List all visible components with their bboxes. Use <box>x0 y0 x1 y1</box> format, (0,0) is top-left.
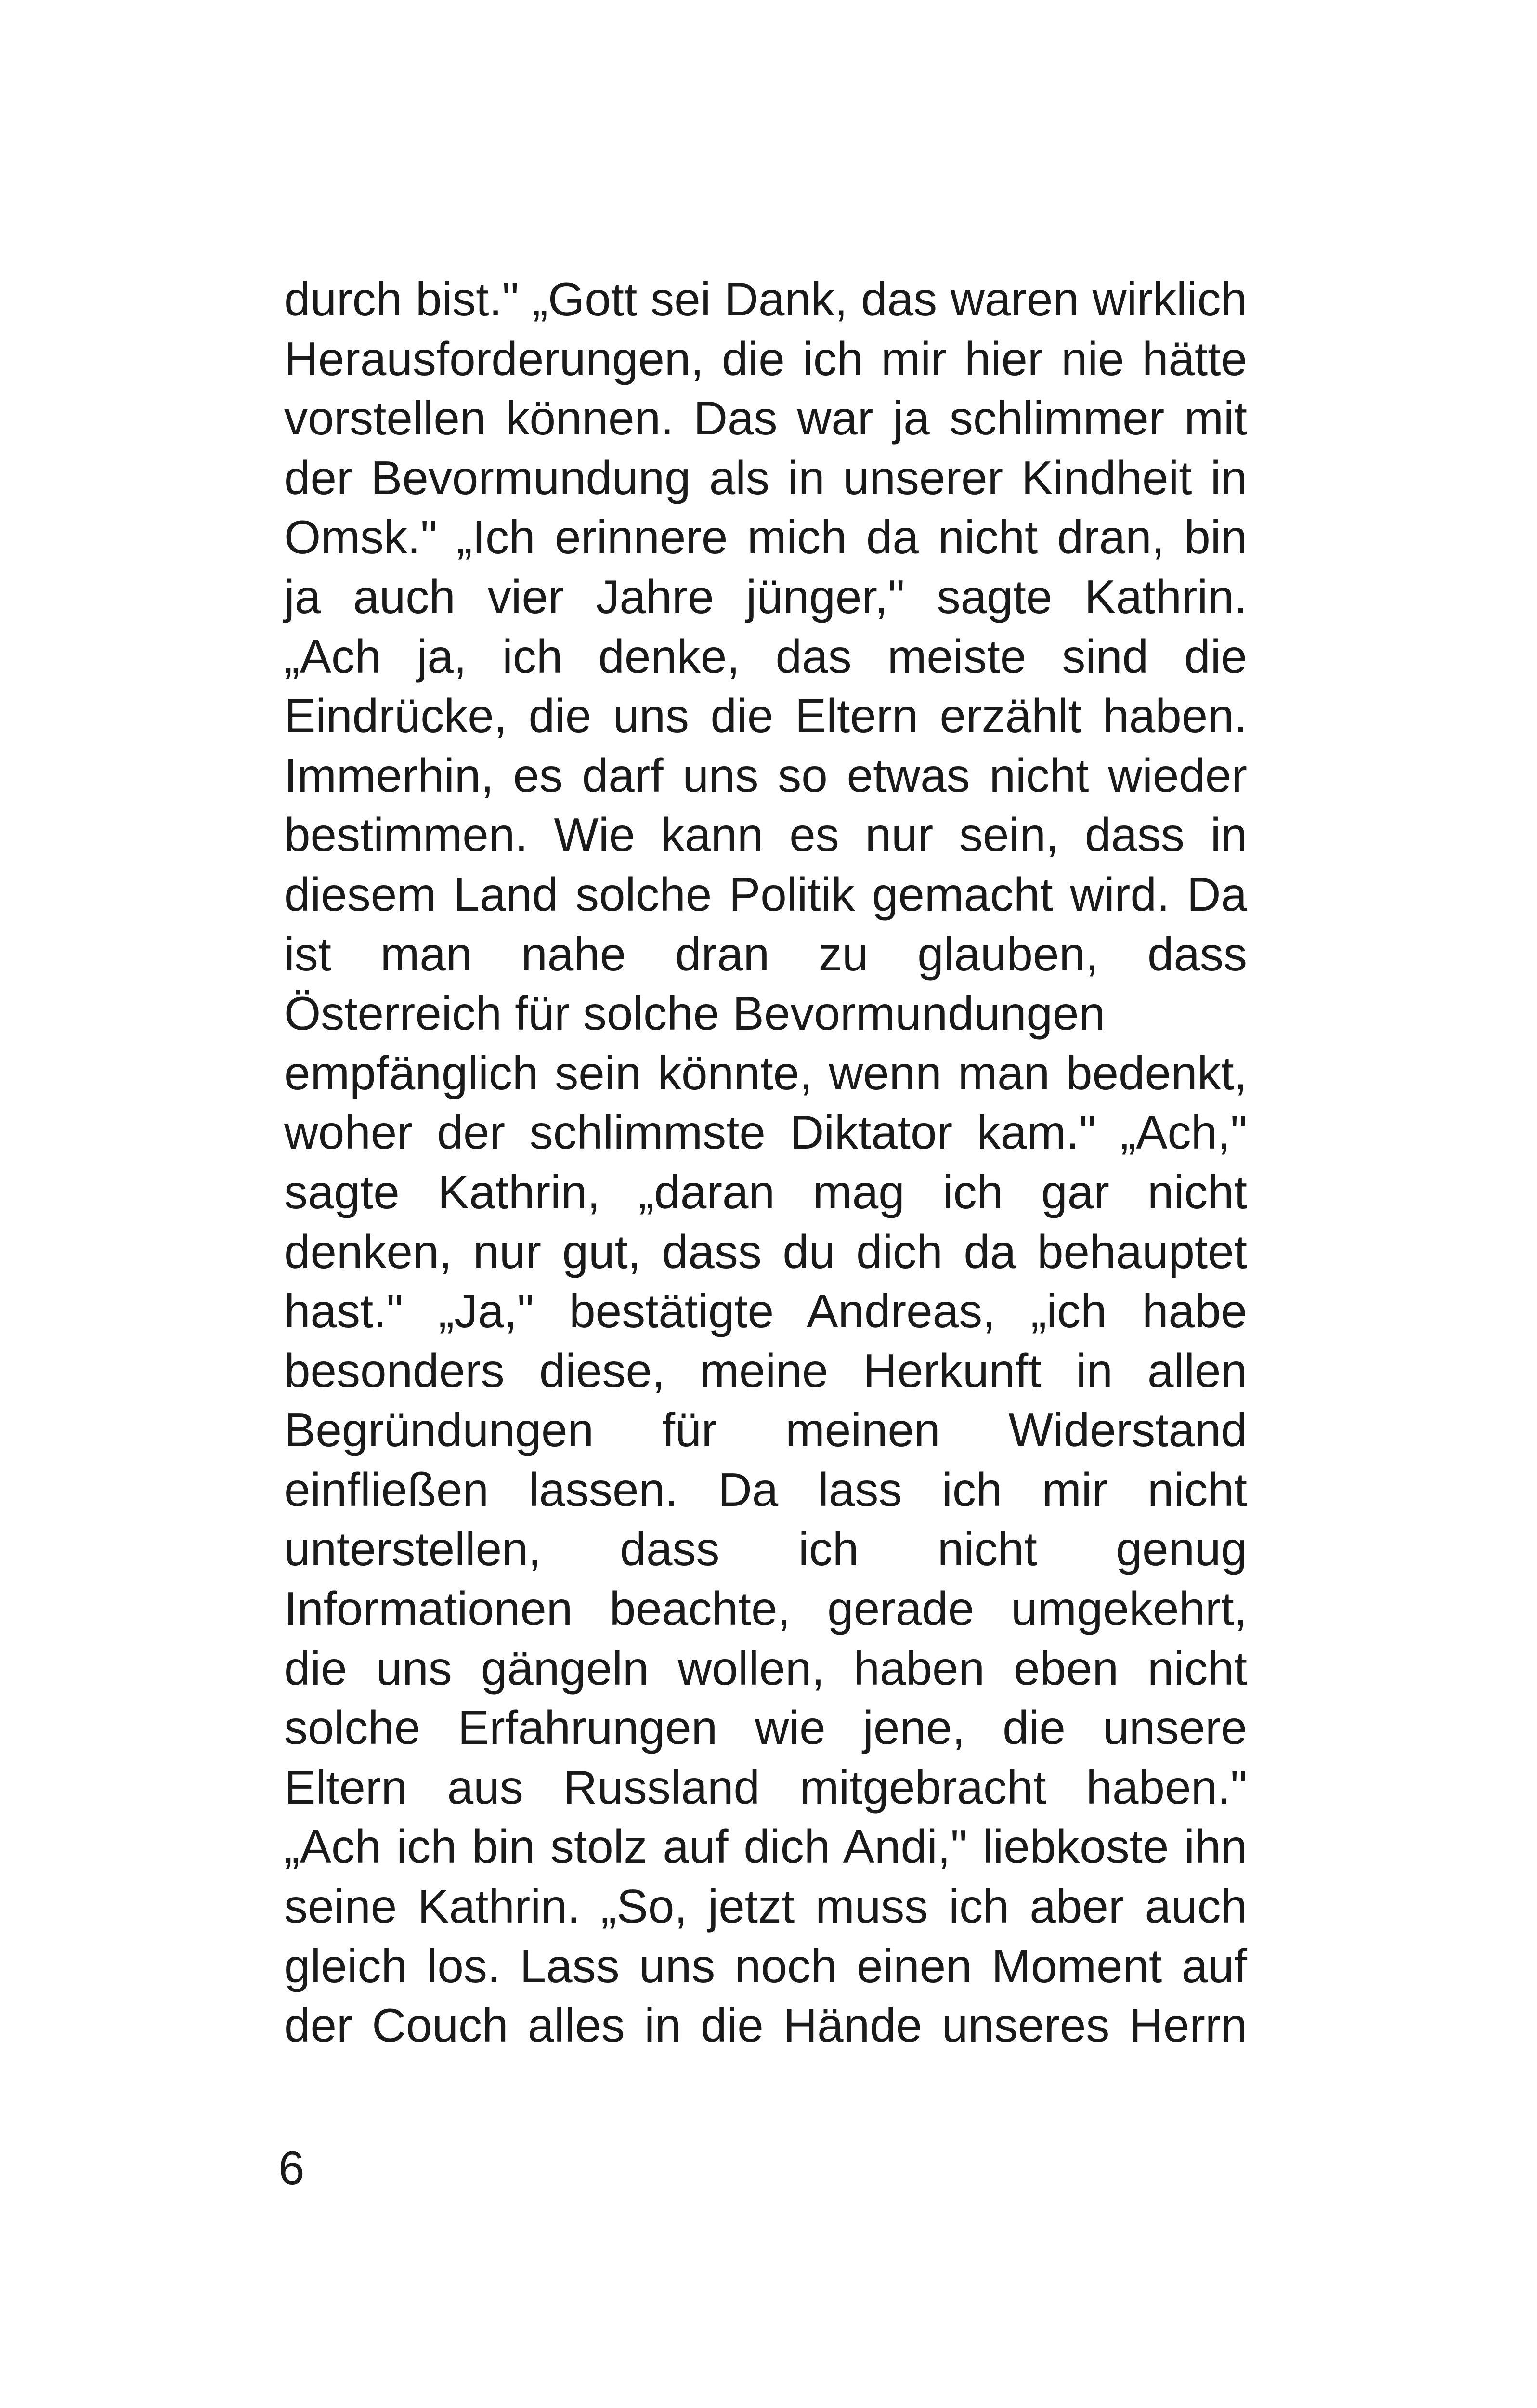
text-line: vorstellen können. Das war ja schlimmer mit <box>284 392 1247 445</box>
text-line: gleich los. Lass uns noch einen Moment auf <box>284 1939 1247 1992</box>
text-line: denken, nur gut, dass du dich da behauptet <box>284 1225 1247 1278</box>
text-line: Österreich für solche Bevormundungen <box>284 987 1105 1040</box>
text-line: Omsk." „Ich erinnere mich da nicht dran, bin <box>284 510 1247 564</box>
text-line: diesem Land solche Politik gemacht wird. Da <box>284 867 1247 921</box>
text-line: woher der schlimmste Diktator kam." „Ach," <box>284 1106 1247 1159</box>
text-line: ja auch vier Jahre jünger," sagte Kathrin. <box>284 570 1247 623</box>
text-line: seine Kathrin. „So, jetzt muss ich aber auch <box>284 1880 1247 1933</box>
text-line: Immerhin, es darf uns so etwas nicht wieder <box>284 748 1247 802</box>
text-line: Eltern aus Russland mitgebracht haben." <box>284 1760 1247 1814</box>
body-text <box>284 270 1247 2055</box>
text-line: Begründungen für meinen Widerstand <box>284 1403 1247 1457</box>
text-line: durch bist." „Gott sei Dank, das waren wirklich <box>284 273 1247 326</box>
text-line: hast." „Ja," bestätigte Andreas, „ich habe <box>284 1284 1247 1338</box>
text-line: besonders diese, meine Herkunft in allen <box>284 1344 1247 1397</box>
text-line: der Bevormundung als in unserer Kindheit in <box>284 451 1247 504</box>
text-line: empfänglich sein könnte, wenn man bedenkt, <box>284 1046 1247 1099</box>
text-line: „Ach ich bin stolz auf dich Andi," liebkoste ihn <box>284 1820 1247 1873</box>
text-line: Herausforderungen, die ich mir hier nie hätte <box>284 332 1247 385</box>
text-line: Eindrücke, die uns die Eltern erzählt haben. <box>284 689 1247 743</box>
text-line: der Couch alles in die Hände unseres Herrn <box>284 1999 1247 2052</box>
text-line: solche Erfahrungen wie jene, die unsere <box>284 1701 1247 1754</box>
text-line: sagte Kathrin, „daran mag ich gar nicht <box>284 1165 1247 1218</box>
text-line: die uns gängeln wollen, haben eben nicht <box>284 1641 1247 1695</box>
text-line: bestimmen. Wie kann es nur sein, dass in <box>284 808 1247 862</box>
text-line: „Ach ja, ich denke, das meiste sind die <box>284 629 1247 683</box>
text-line: Informationen beachte, gerade umgekehrt, <box>284 1582 1247 1636</box>
text-line: ist man nahe dran zu glauben, dass <box>284 927 1247 981</box>
text-line: einfließen lassen. Da lass ich mir nicht <box>284 1463 1247 1516</box>
text-line: unterstellen, dass ich nicht genug <box>284 1522 1247 1576</box>
page-number: 6 <box>278 2141 305 2194</box>
